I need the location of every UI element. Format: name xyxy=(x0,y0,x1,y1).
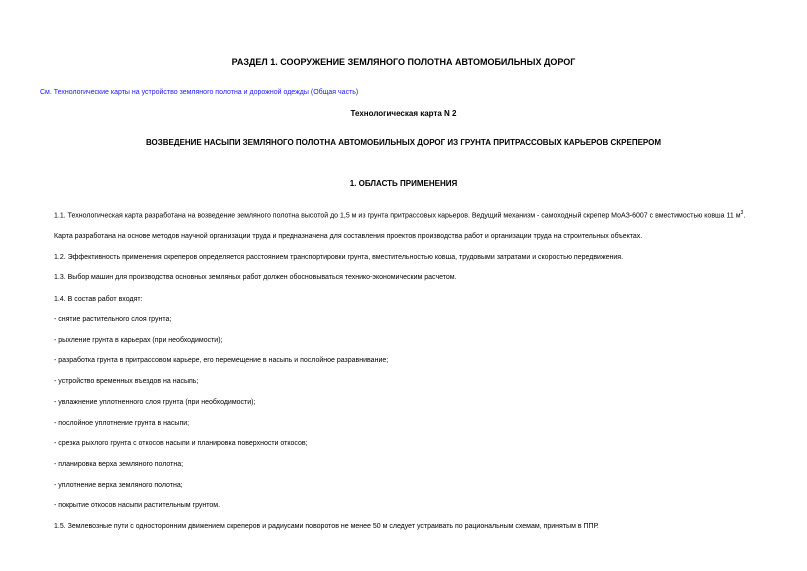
area-heading: 1. ОБЛАСТЬ ПРИМЕНЕНИЯ xyxy=(349,179,458,188)
list-item: - срезка рыхлого грунта с откосов насыпи и планировка поверхности откосов; xyxy=(54,440,308,447)
card-number: Технологическая карта N 2 xyxy=(350,109,457,118)
list-item: - разработка грунта в притрассовом карьере, его перемещение в насыпь и послойное разравнивание; xyxy=(54,357,389,364)
list-item: - увлажнение уплотненного слоя грунта (при необходимости); xyxy=(54,399,256,406)
paragraph-1-1 xyxy=(54,211,745,219)
list-item: - планировка верха земляного полотна; xyxy=(54,461,184,468)
paragraph-1-2: 1.2. Эффективность применения скреперов определяется расстоянием транспортировки грунта, вместительностью ковша, трудовыми затратами и скоростью передвижения. xyxy=(54,254,624,261)
paragraph-1-1-text: 1.1. Технологическая карта разработана на возведение земляного полотна высотой до 1,5 м из грунта притрассовых карьеров. Ведущий механизм - самоходный скрепер МоАЗ-6007 с вместимостью ковша 11 м xyxy=(54,212,741,220)
list-item: - устройство временных въездов на насыпь; xyxy=(54,378,199,385)
section-title: РАЗДЕЛ 1. СООРУЖЕНИЕ ЗЕМЛЯНОГО ПОЛОТНА АВТОМОБИЛЬНЫХ ДОРОГ xyxy=(231,57,576,67)
list-item: - послойное уплотнение грунта в насыпи; xyxy=(54,420,190,427)
list-item: - рыхление грунта в карьерах (при необходимости); xyxy=(54,337,223,344)
paragraph-1-3: 1.3. Выбор машин для производства основных земляных работ должен обосновываться технико-экономическим расчетом. xyxy=(54,274,457,281)
paragraph-1-1-end: . xyxy=(743,212,746,220)
cubic-superscript: 3 xyxy=(740,210,744,216)
list-item: - покрытие откосов насыпи растительным грунтом. xyxy=(54,502,221,509)
paragraph-1-4: 1.4. В состав работ входят: xyxy=(54,296,143,303)
card-title: ВОЗВЕДЕНИЕ НАСЫПИ ЗЕМЛЯНОГО ПОЛОТНА АВТОМОБИЛЬНЫХ ДОРОГ ИЗ ГРУНТА ПРИТРАССОВЫХ КАРЬЕРОВ СКРЕПЕРОМ xyxy=(145,138,662,147)
paragraph-1-5: 1.5. Землевозные пути с односторонним движением скреперов и радиусами поворотов не менее 50 м следует устраивать по рациональным схемам, принятым в ППР. xyxy=(54,523,599,530)
list-item: - уплотнение верха земляного полотна; xyxy=(54,482,183,489)
paragraph-basis: Карта разработана на основе методов научной организации труда и предназначена для составления проектов производства работ и организации труда на строительных объектах. xyxy=(54,233,643,240)
list-item: - снятие растительного слоя грунта; xyxy=(54,316,172,323)
general-part-link[interactable]: См. Технологические карты на устройство земляного полотна и дорожной одежды (Общая часть) xyxy=(40,89,359,96)
